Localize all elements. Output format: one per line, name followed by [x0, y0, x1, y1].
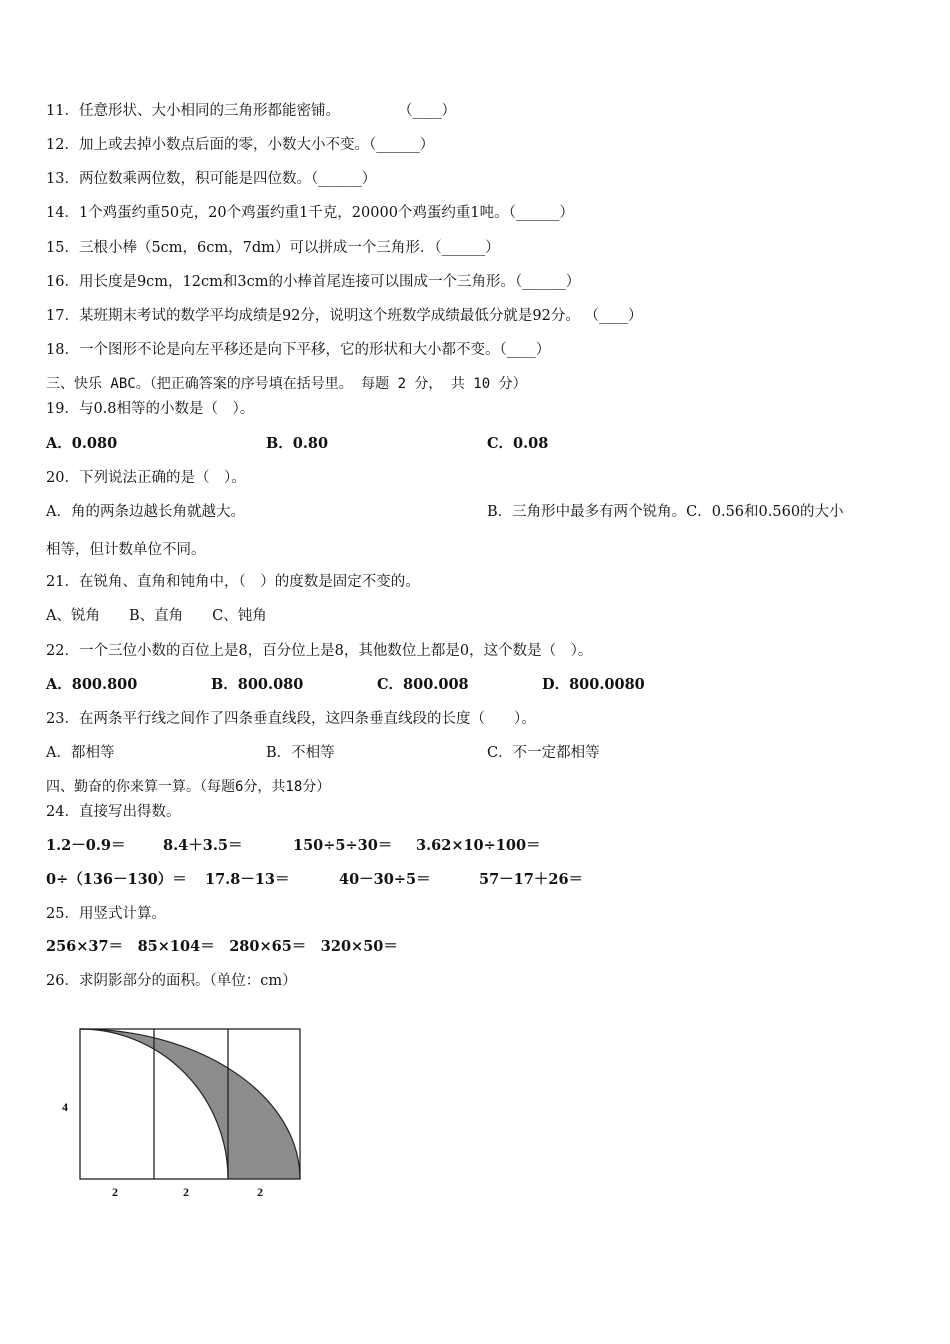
calc-item: 40－30÷5＝: [339, 871, 431, 888]
question-20: 20．下列说法正确的是（ ）。: [46, 470, 246, 486]
calc-item: 0÷（136－130）＝: [46, 871, 187, 888]
q22-option-b: B．800.080: [211, 676, 304, 693]
q21-options: A、锐角 B、直角 C、钝角: [46, 608, 267, 624]
q20-option-a: A．角的两条边越长角就越大。: [46, 504, 245, 520]
question-16: 16．用长度是9cm，12cm和3cm的小棒首尾连接可以围成一个三角形。（______）: [46, 274, 581, 290]
question-25: 25．用竖式计算。: [46, 906, 166, 922]
width-label: 2: [183, 1185, 189, 1199]
q23-option-c: C．不一定都相等: [487, 745, 600, 761]
q19-option-c: C．0.08: [487, 435, 549, 452]
q23-option-a: A．都相等: [46, 745, 115, 761]
question-15: 15．三根小棒（5cm，6cm，7dm）可以拼成一个三角形．（______）: [46, 240, 500, 256]
q22-option-a: A．800.800: [46, 676, 138, 693]
section-3-heading: 三、快乐 ABC。（把正确答案的序号填在括号里。 每题 2 分， 共 10 分）: [46, 376, 527, 392]
q20-option-c-continued: 相等，但计数单位不同。: [46, 542, 206, 558]
q19-option-a: A．0.080: [46, 435, 118, 452]
calc-item: 8.4＋3.5＝: [163, 837, 243, 854]
section-4-heading: 四、勤奋的你来算一算。（每题6分，共18分）: [46, 779, 331, 795]
question-11: 11．任意形状、大小相同的三角形都能密铺。 （____）: [46, 103, 456, 119]
question-26: 26．求阴影部分的面积。（单位：cm）: [46, 973, 297, 989]
q23-option-b: B．不相等: [266, 745, 335, 761]
question-24: 24．直接写出得数。: [46, 804, 181, 820]
height-label: 4: [62, 1100, 68, 1114]
question-12: 12．加上或去掉小数点后面的零，小数大小不变。（______）: [46, 137, 435, 153]
width-label: 2: [112, 1185, 118, 1199]
calc-item: 150÷5÷30＝: [293, 837, 393, 854]
question-19: 19．与0.8相等的小数是（ ）。: [46, 401, 255, 417]
calc-item: 3.62×10÷100＝: [416, 837, 541, 854]
calc-item: 57－17＋26＝: [479, 871, 584, 888]
q20-option-bc: B．三角形中最多有两个锐角。C．0.56和0.560的大小: [487, 504, 844, 520]
question-14: 14．1个鸡蛋约重50克，20个鸡蛋约重1千克，20000个鸡蛋约重1吨。（______）: [46, 205, 574, 221]
question-18: 18．一个图形不论是向左平移还是向下平移，它的形状和大小都不变。（____）: [46, 342, 551, 358]
calc-item: 17.8－13＝: [205, 871, 290, 888]
width-label: 2: [257, 1185, 263, 1199]
q19-option-b: B．0.80: [266, 435, 329, 452]
question-17: 17．某班期末考试的数学平均成绩是92分，说明这个班数学成绩最低分就是92分。 （____）: [46, 308, 643, 324]
shaded-region: [80, 1029, 300, 1179]
question-23: 23．在两条平行线之间作了四条垂直线段，这四条垂直线段的长度（ ）。: [46, 711, 536, 727]
q22-option-c: C．800.008: [377, 676, 469, 693]
q25-expressions: 256×37＝ 85×104＝ 280×65＝ 320×50＝: [46, 938, 398, 955]
question-21: 21．在锐角、直角和钝角中，（ ）的度数是固定不变的。: [46, 574, 420, 590]
q22-option-d: D．800.0080: [542, 676, 645, 693]
question-22: 22．一个三位小数的百位上是8，百分位上是8，其他数位上都是0，这个数是（ ）。: [46, 643, 593, 659]
question-13: 13．两位数乘两位数，积可能是四位数。（______）: [46, 171, 377, 187]
calc-item: 1.2－0.9＝: [46, 837, 126, 854]
shaded-area-figure: [78, 1027, 303, 1181]
